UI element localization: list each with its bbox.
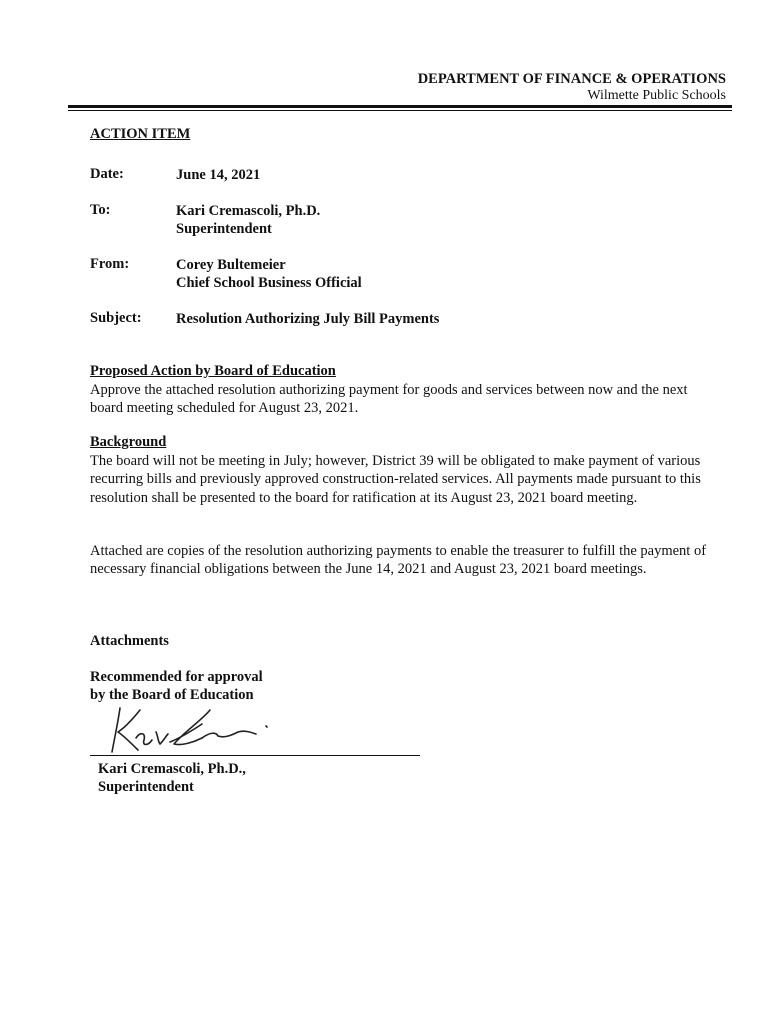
signer-name: Kari Cremascoli, Ph.D., bbox=[98, 761, 246, 777]
header-rule-thin bbox=[68, 110, 732, 111]
handwritten-signature bbox=[106, 702, 276, 758]
from-block bbox=[176, 256, 362, 292]
date-value: June 14, 2021 bbox=[176, 167, 261, 183]
to-label: To: bbox=[90, 202, 111, 218]
from-label: From: bbox=[90, 256, 130, 272]
from-name: Corey Bultemeier bbox=[176, 257, 286, 273]
to-name: Kari Cremascoli, Ph.D. bbox=[176, 203, 321, 219]
document-type: ACTION ITEM bbox=[90, 126, 191, 142]
background-paragraph-2: Attached are copies of the resolution authorizing payments to enable the treasurer to fulfill the payment of necessary financial obligations between the June 14, 2021 and August 23, 2021 board meetings. bbox=[90, 543, 707, 578]
to-title: Superintendent bbox=[176, 221, 272, 237]
from-title: Chief School Business Official bbox=[176, 275, 362, 291]
background-paragraph-1: The board will not be meeting in July; however, District 39 will be obligated to make payment of various recurring bills and previously approved construction-related services. All payments made pursuant to this resolution shall be presented to the board for ratification at its August 23, 2021 board meeting. bbox=[90, 453, 701, 506]
department-title: DEPARTMENT OF FINANCE & OPERATIONS bbox=[417, 71, 726, 87]
organization-name: Wilmette Public Schools bbox=[587, 88, 726, 103]
subject-value: Resolution Authorizing July Bill Payments bbox=[176, 311, 440, 327]
recommendation-line-1: Recommended for approval bbox=[90, 669, 263, 685]
attachments-label: Attachments bbox=[90, 633, 169, 649]
recommendation-block bbox=[90, 668, 263, 704]
header-rule-thick bbox=[68, 105, 732, 108]
proposed-action-heading: Proposed Action by Board of Education bbox=[90, 363, 336, 379]
date-label: Date: bbox=[90, 166, 124, 182]
recommendation-line-2: by the Board of Education bbox=[90, 687, 254, 703]
signature-line bbox=[90, 755, 420, 756]
subject-label: Subject: bbox=[90, 310, 142, 326]
signer-title: Superintendent bbox=[98, 779, 194, 795]
to-block bbox=[176, 202, 320, 238]
signer-block bbox=[98, 760, 246, 796]
background-heading: Background bbox=[90, 434, 167, 450]
proposed-action-text: Approve the attached resolution authorizing payment for goods and services between now and the next board meeting scheduled for August 23, 2021. bbox=[90, 382, 688, 417]
